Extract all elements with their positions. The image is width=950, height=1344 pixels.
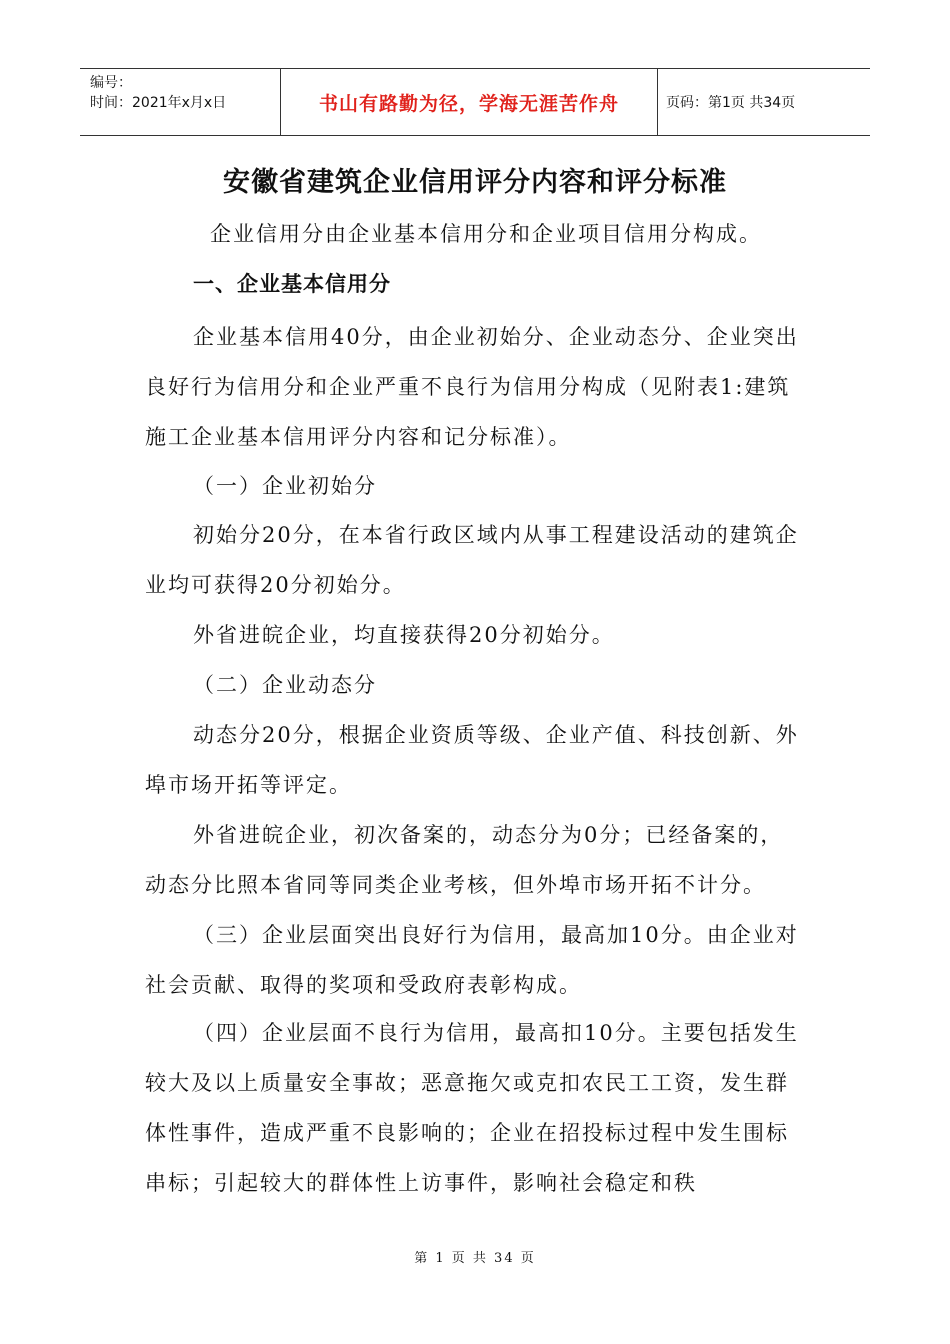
paragraph: 外省进皖企业，初次备案的，动态分为0分；已经备案的，动态分比照本省同等同类企业考核，但外埠市场开拓不计分。 (145, 823, 784, 897)
paragraph: （四）企业层面不良行为信用，最高扣10分。主要包括发生较大及以上质量安全事故；恶意拖欠或克扣农民工工资，发生群体性事件，造成严重不良影响的；企业在招投标过程中发生围标串标；引起较大的群体性上访事件，影响社会稳定和秩 (145, 1021, 799, 1195)
page-footer: 第 1 页 共 34 页 (414, 1251, 536, 1266)
date-label: 时间：2021年x月x日 (90, 95, 227, 111)
motto-text: 书山有路勤为径，学海无涯苦作舟 (318, 92, 619, 115)
section-heading: 一、企业基本信用分 (193, 272, 391, 296)
intro-paragraph: 企业信用分由企业基本信用分和企业项目信用分构成。 (210, 222, 762, 246)
header-meta (80, 69, 280, 135)
subsection-heading: （一）企业初始分 (193, 474, 377, 498)
paragraph: 动态分20分，根据企业资质等级、企业产值、科技创新、外埠市场开拓等评定。 (145, 723, 799, 797)
subsection-heading: （二）企业动态分 (193, 673, 377, 697)
header-page-info-cell (658, 69, 870, 135)
document-header (80, 68, 870, 136)
paragraph: 企业基本信用40分，由企业初始分、企业动态分、企业突出良好行为信用分和企业严重不良行为信用分构成（见附表1:建筑施工企业基本信用评分内容和记分标准）。 (145, 325, 799, 449)
number-label: 编号： (90, 75, 132, 91)
document-title: 安徽省建筑企业信用评分内容和评分标准 (223, 167, 727, 198)
paragraph: 外省进皖企业，均直接获得20分初始分。 (193, 623, 615, 647)
paragraph: （三）企业层面突出良好行为信用，最高加10分。由企业对社会贡献、取得的奖项和受政府表彰构成。 (145, 923, 799, 997)
header-motto-cell (280, 69, 658, 135)
page-info: 页码：第1页 共34页 (666, 95, 796, 111)
paragraph: 初始分20分，在本省行政区域内从事工程建设活动的建筑企业均可获得20分初始分。 (145, 523, 799, 597)
